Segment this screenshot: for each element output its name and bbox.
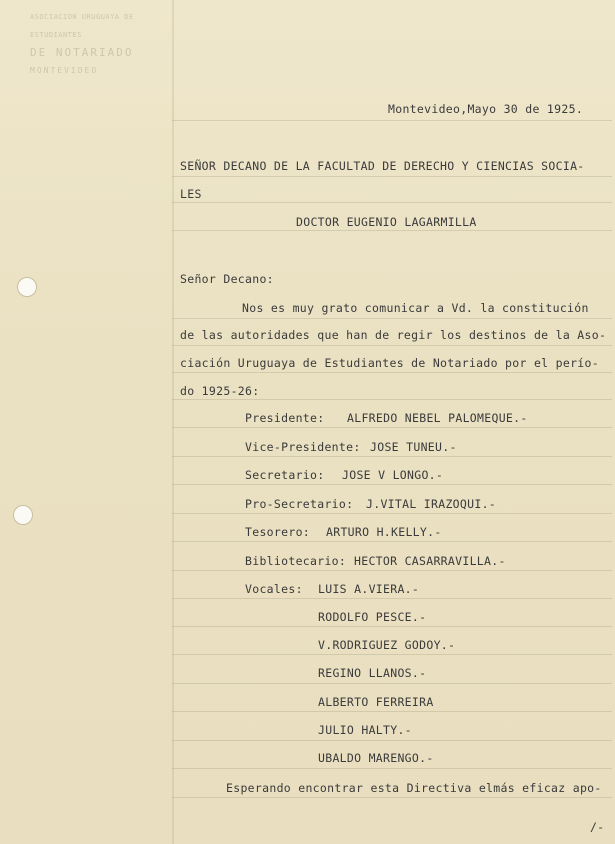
letterhead-line-2: DE NOTARIADO <box>30 46 134 59</box>
page-fold <box>172 0 174 844</box>
vocal-member: RODOLFO PESCE.- <box>318 610 427 624</box>
rule <box>172 399 612 400</box>
officer-name: JOSE V LONGO.- <box>342 468 444 482</box>
date-line: Montevideo,Mayo 30 de 1925. <box>388 102 584 116</box>
vocales-label: Vocales: <box>245 582 303 596</box>
rule <box>172 318 612 319</box>
body-line-4: do 1925-26: <box>180 384 260 398</box>
rule <box>172 797 612 798</box>
rule <box>172 176 612 177</box>
body-line-2: de las autoridades que han de regir los destinos de la Aso- <box>180 328 607 342</box>
officer-role: Presidente: <box>245 411 325 425</box>
page-mark: /- <box>590 820 605 834</box>
vocal-member: ALBERTO FERREIRA <box>318 695 434 709</box>
officer-role: Tesorero: <box>245 525 311 539</box>
officer-role: Bibliotecario: <box>245 554 347 568</box>
vocal-member: UBALDO MARENGO.- <box>318 751 434 765</box>
rule <box>172 513 612 514</box>
salutation: Señor Decano: <box>180 272 274 286</box>
rule <box>172 541 612 542</box>
body-line-3: ciación Uruguaya de Estudiantes de Notariado por el perío- <box>180 356 599 370</box>
rule <box>172 626 612 627</box>
addressee-line-2: LES <box>180 187 202 201</box>
addressee-line-1: SEÑOR DECANO DE LA FACULTAD DE DERECHO Y CIENCIAS SOCIA- <box>180 159 585 173</box>
rule <box>172 570 612 571</box>
officer-name: ARTURO H.KELLY.- <box>326 525 442 539</box>
rule <box>172 711 612 712</box>
rule <box>172 654 612 655</box>
rule <box>172 456 612 457</box>
officer-name: ALFREDO NEBEL PALOMEQUE.- <box>347 411 528 425</box>
rule <box>172 484 612 485</box>
officer-name: J.VITAL IRAZOQUI.- <box>366 497 497 511</box>
rule <box>172 120 612 121</box>
letterhead-stamp <box>30 8 170 75</box>
officer-role: Secretario: <box>245 468 325 482</box>
rule <box>172 683 612 684</box>
rule <box>172 230 612 231</box>
vocal-member: JULIO HALTY.- <box>318 723 412 737</box>
rule <box>172 372 612 373</box>
officer-role: Pro-Secretario: <box>245 497 354 511</box>
body-line-1: Nos es muy grato comunicar a Vd. la constitución <box>242 301 589 315</box>
letterhead-line-3: MONTEVIDEO <box>30 66 99 75</box>
vocal-member: LUIS A.VIERA.- <box>318 582 420 596</box>
punch-hole-bottom <box>13 505 33 525</box>
officer-role: Vice-Presidente: <box>245 440 361 454</box>
officer-name: JOSE TUNEU.- <box>370 440 457 454</box>
rule <box>172 598 612 599</box>
vocal-member: V.RODRIGUEZ GODOY.- <box>318 638 456 652</box>
rule <box>172 202 612 203</box>
letterhead-line-1: ASOCIACION URUGUAYA DE ESTUDIANTES <box>30 13 134 39</box>
rule <box>172 740 612 741</box>
rule <box>172 427 612 428</box>
rule <box>172 768 612 769</box>
punch-hole-top <box>17 277 37 297</box>
rule <box>172 345 612 346</box>
closing-line: Esperando encontrar esta Directiva elmás eficaz apo- <box>226 781 602 795</box>
vocal-member: REGINO LLANOS.- <box>318 666 427 680</box>
addressee-line-3: DOCTOR EUGENIO LAGARMILLA <box>296 215 477 229</box>
officer-name: HECTOR CASARRAVILLA.- <box>354 554 506 568</box>
